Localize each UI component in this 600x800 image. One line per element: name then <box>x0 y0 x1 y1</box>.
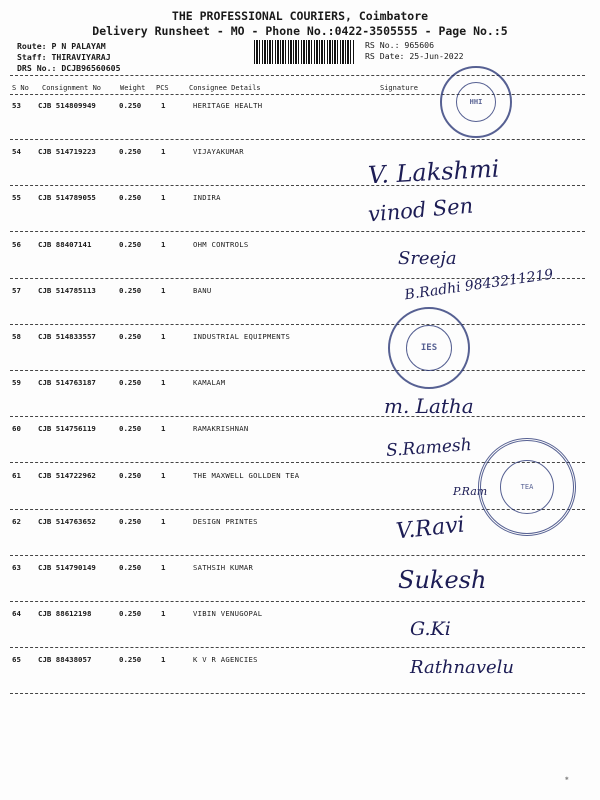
row-consignment: CJB 514790149 <box>38 563 96 572</box>
row-consignee: INDIRA <box>193 193 221 202</box>
row-pcs: 1 <box>161 609 166 618</box>
row-sno: 58 <box>12 332 21 341</box>
row-sno: 59 <box>12 378 21 387</box>
row-consignment: CJB 514785113 <box>38 286 96 295</box>
rs-date: RS Date: 25-Jun-2022 <box>365 51 464 61</box>
row-consignee: DESIGN PRINTES <box>193 517 258 526</box>
row-consignment: CJB 88407141 <box>38 240 92 249</box>
route-label: Route: P N PALAYAM <box>17 41 106 51</box>
row-consignee: THE MAXWELL GOLLDEN TEA <box>193 471 300 480</box>
row-divider <box>10 555 585 556</box>
row-pcs: 1 <box>161 378 166 387</box>
signature-64: G.Ki <box>410 618 451 640</box>
row-pcs: 1 <box>161 517 166 526</box>
row-consignee: RAMAKRISHNAN <box>193 424 249 433</box>
row-pcs: 1 <box>161 424 166 433</box>
row-sno: 64 <box>12 609 21 618</box>
row-consignee: SATHSIH KUMAR <box>193 563 254 572</box>
row-divider <box>10 139 585 140</box>
row-consignment: CJB 88438057 <box>38 655 92 664</box>
scan-mark: ✱ <box>565 775 569 782</box>
row-consignment: CJB 514719223 <box>38 147 96 156</box>
row-weight: 0.250 <box>119 193 142 202</box>
row-sno: 53 <box>12 101 21 110</box>
signature-56: Sreeja <box>398 248 457 269</box>
row-sno: 55 <box>12 193 21 202</box>
row-weight: 0.250 <box>119 655 142 664</box>
signature-59: m. Latha <box>384 394 474 418</box>
row-weight: 0.250 <box>119 332 142 341</box>
row-consignee: HERITAGE HEALTH <box>193 101 263 110</box>
row-weight: 0.250 <box>119 424 142 433</box>
row-sno: 57 <box>12 286 21 295</box>
row-pcs: 1 <box>161 286 166 295</box>
row-pcs: 1 <box>161 563 166 572</box>
col-weight: Weight <box>120 84 146 92</box>
row-consignee: OHM CONTROLS <box>193 240 249 249</box>
drs-number: DRS No.: DCJB96560605 <box>17 63 121 73</box>
signature-63: Sukesh <box>398 566 487 594</box>
row-weight: 0.250 <box>119 240 142 249</box>
row-consignment: CJB 514763187 <box>38 378 96 387</box>
row-weight: 0.250 <box>119 471 142 480</box>
row-pcs: 1 <box>161 655 166 664</box>
signature-55: vinod Sen <box>367 193 475 227</box>
col-consignment: Consignment No <box>42 84 102 92</box>
row-sno: 60 <box>12 424 21 433</box>
col-pcs: PCS <box>156 84 169 92</box>
row-weight: 0.250 <box>119 609 142 618</box>
signature-54: V. Lakshmi <box>367 154 501 190</box>
signature-60: S.Ramesh <box>385 435 473 461</box>
heritage-stamp: HHI <box>440 66 512 138</box>
row-sno: 56 <box>12 240 21 249</box>
row-sno: 61 <box>12 471 21 480</box>
signature-62: V.Ravi <box>394 512 466 545</box>
row-pcs: 1 <box>161 101 166 110</box>
row-pcs: 1 <box>161 240 166 249</box>
row-consignee: K V R AGENCIES <box>193 655 258 664</box>
row-pcs: 1 <box>161 471 166 480</box>
col-signature: Signature <box>380 84 418 92</box>
row-weight: 0.250 <box>119 286 142 295</box>
row-divider <box>10 693 585 694</box>
row-pcs: 1 <box>161 147 166 156</box>
row-divider <box>10 185 585 186</box>
row-sno: 63 <box>12 563 21 572</box>
row-consignee: INDUSTRIAL EQUIPMENTS <box>193 332 291 341</box>
row-pcs: 1 <box>161 332 166 341</box>
row-consignee: KAMALAM <box>193 378 226 387</box>
row-consignment: CJB 514763652 <box>38 517 96 526</box>
col-consignee: Consignee Details <box>189 84 261 92</box>
runsheet-subtitle: Delivery Runsheet - MO - Phone No.:0422-3505555 - Page No.:5 <box>92 24 508 38</box>
industrial-equipments-stamp: IES <box>388 307 470 389</box>
row-consignee: BANU <box>193 286 212 295</box>
signature-65: Rathnavelu <box>410 657 515 678</box>
col-sno: S No <box>12 84 29 92</box>
row-divider <box>10 231 585 232</box>
row-pcs: 1 <box>161 193 166 202</box>
signature-61: P.Ram <box>453 485 488 498</box>
staff-label: Staff: THIRAVIYARAJ <box>17 52 111 62</box>
row-consignment: CJB 514789055 <box>38 193 96 202</box>
row-weight: 0.250 <box>119 563 142 572</box>
row-consignment: CJB 514756119 <box>38 424 96 433</box>
row-divider <box>10 370 585 371</box>
row-sno: 54 <box>12 147 21 156</box>
rs-number: RS No.: 965606 <box>365 40 435 50</box>
row-consignment: CJB 88612198 <box>38 609 92 618</box>
signature-57: B.Radhi 9843211219 <box>403 266 555 304</box>
row-weight: 0.250 <box>119 101 142 110</box>
barcode <box>254 40 354 64</box>
row-consignment: CJB 514833557 <box>38 332 96 341</box>
company-title: THE PROFESSIONAL COURIERS, Coimbatore <box>171 9 429 23</box>
tea-estates-stamp: TEA <box>478 438 576 536</box>
row-consignment: CJB 514722962 <box>38 471 96 480</box>
row-weight: 0.250 <box>119 517 142 526</box>
row-consignment: CJB 514809949 <box>38 101 96 110</box>
row-sno: 62 <box>12 517 21 526</box>
row-sno: 65 <box>12 655 21 664</box>
row-weight: 0.250 <box>119 378 142 387</box>
row-consignee: VIJAYAKUMAR <box>193 147 244 156</box>
row-divider <box>10 416 585 417</box>
row-divider <box>10 601 585 602</box>
row-divider <box>10 647 585 648</box>
row-weight: 0.250 <box>119 147 142 156</box>
row-divider <box>10 324 585 325</box>
row-consignee: VIBIN VENUGOPAL <box>193 609 263 618</box>
